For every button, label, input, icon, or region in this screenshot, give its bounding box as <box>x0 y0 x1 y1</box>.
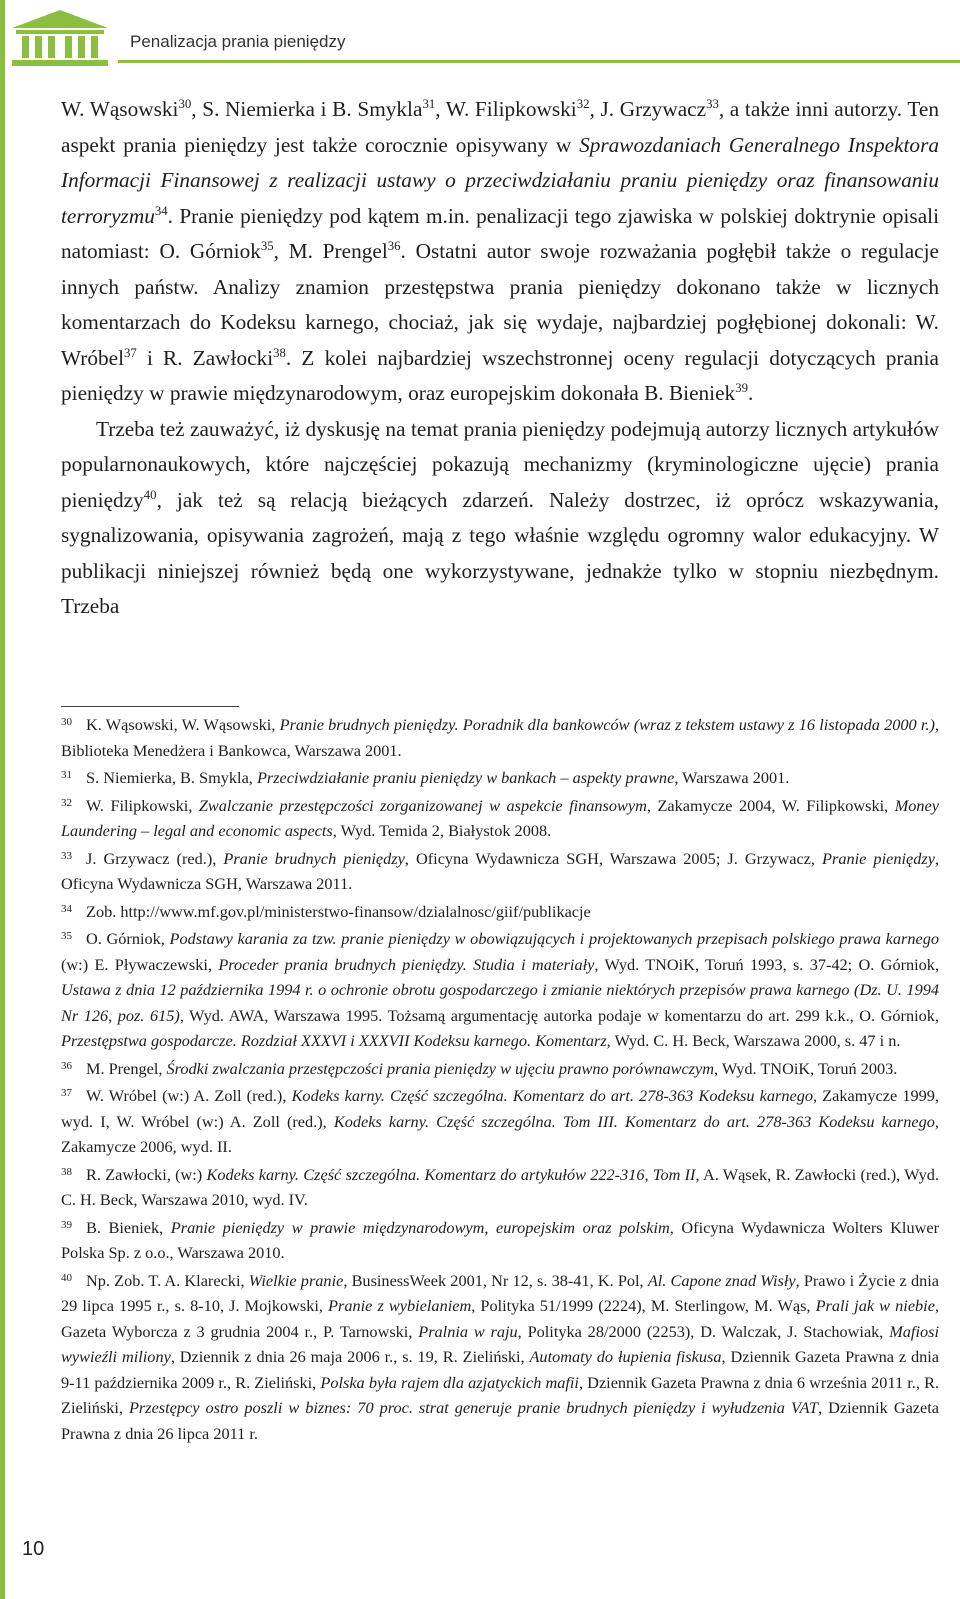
footnote <box>61 1266 939 1447</box>
text-run: i R. Zawłocki <box>136 345 274 370</box>
footnote-number: 32 <box>61 796 72 809</box>
footnote <box>61 763 939 791</box>
text-run: , Wyd. TNOiK, Toruń 1993, s. 37-42; O. Górniok, <box>594 954 940 974</box>
text-run: , a także inni autorzy. Ten aspekt prania pieniędzy jest także corocznie opisywany w <box>61 97 939 157</box>
text-run: , Zakamycze 2006, wyd. II. <box>61 1111 939 1156</box>
footnote <box>61 924 939 1054</box>
footnote-number: 34 <box>61 902 72 915</box>
italic-title: Przestępcy ostro poszli w biznes: 70 proc. strat generuje pranie brudnych pieniędzy i wyłudzenia VAT <box>128 1398 819 1417</box>
italic-title: Pralnia w raju <box>418 1321 518 1341</box>
footnote-number: 36 <box>61 1059 72 1072</box>
text-run: W. Filipkowski, <box>86 795 199 815</box>
footnote-number: 38 <box>61 1165 72 1178</box>
text-run: , Oficyna Wydawnicza SGH, Warszawa 2005; J. Grzywacz, <box>404 848 823 868</box>
italic-title: Al. Capone znad Wisły <box>647 1270 796 1290</box>
header-rule <box>118 60 960 63</box>
italic-title: Środki zwalczania przestępczości prania pieniędzy w ujęciu prawno porównawczym <box>166 1058 714 1078</box>
footnote <box>61 1160 939 1213</box>
footnote <box>61 844 939 897</box>
italic-title: Wielkie pranie <box>248 1270 344 1290</box>
text-run: B. Bieniek, <box>86 1217 171 1237</box>
text-run: O. Górniok, <box>86 929 170 948</box>
italic-title: Money Laundering – legal and economic aspects <box>61 795 939 840</box>
italic-title: Przestępstwa gospodarcze. Rozdział XXXVI i XXXVII Kodeksu karnego. Komentarz <box>61 1031 607 1050</box>
italic-title: Pranie z wybielaniem <box>328 1296 472 1315</box>
italic-title: Proceder prania brudnych pieniędzy. Studia i materiały <box>218 954 595 974</box>
footnote <box>61 897 939 925</box>
italic-title: Pranie brudnych pieniędzy <box>223 848 405 868</box>
text-run: , Biblioteka Menedżera i Bankowca, Warszawa 2001. <box>61 715 939 760</box>
text-run: , Polityka 51/1999 (2224), M. Sterlingow, M. Wąs, <box>471 1296 816 1315</box>
footnote-number: 40 <box>61 1271 72 1284</box>
italic-title: Podstawy karania za tzw. pranie pieniędzy w obowiązujących i projektowanych przepisach polskiego prawa karnego <box>169 929 939 948</box>
text-run: . Ostatni autor swoje rozważania pogłębił także o regulacje innych państw. Analizy znamion przestępstwa prania pieniędzy dokonano także w licznych komentarzach do Kodeksu karnego, chociaż, jak się wydaje, najbardziej pogłębionej dokonali: W. Wróbel <box>61 239 939 370</box>
text-run: Zob. http://www.mf.gov.pl/ministerstwo-finansow/dzialalnosc/giif/publikacje <box>86 901 591 921</box>
italic-title: Kodeks karny. Część szczególna. Komentarz do artykułów 222-316, Tom II <box>206 1164 696 1184</box>
text-run: J. Grzywacz (red.), <box>86 848 224 868</box>
footnotes <box>61 710 939 1446</box>
left-accent-bar <box>0 0 5 1599</box>
text-run: . Z kolei najbardziej wszechstronnej oceny regulacji dotyczących prania pieniędzy w prawie międzynarodowym, oraz europejskim dokonała B. Bieniek <box>61 345 939 405</box>
text-run: , Polityka 28/2000 (2253), D. Walczak, J. Stachowiak, <box>517 1321 890 1341</box>
footnote-reference: 32 <box>576 96 590 111</box>
text-run: . Pranie pieniędzy pod kątem m.in. penalizacji tego zjawiska w polskiej doktrynie opisali natomiast: O. Górniok <box>61 203 939 263</box>
page-header <box>0 0 960 80</box>
main-text <box>61 92 939 625</box>
text-run: (w:) E. Pływaczewski, <box>61 954 219 974</box>
footnote-number: 37 <box>61 1087 72 1099</box>
italic-title: Automaty do łupienia fiskusa <box>529 1347 722 1366</box>
text-run: , Dziennik Gazeta Prawna z dnia 26 lipca 2011 r. <box>61 1398 940 1443</box>
footnote-reference: 31 <box>422 96 436 111</box>
footnote-reference: 38 <box>273 345 286 360</box>
text-run: , S. Niemierka i B. Smykla <box>191 97 423 121</box>
text-run: , M. Prengel <box>273 239 388 263</box>
text-run: , Prawo i Życie z dnia 29 lipca 1995 r., s. 8-10, J. Mojkowski, <box>61 1270 939 1315</box>
italic-title: Pranie pieniędzy w prawie międzynarodowym, europejskim oraz polskim <box>170 1217 670 1237</box>
text-run: , Wyd. TNOiK, Toruń 2003. <box>714 1058 898 1078</box>
italic-title: Kodeks karny. Część szczególna. Komentarz do art. 278-363 Kodeksu karnego <box>291 1086 814 1105</box>
text-run: , Zakamycze 1999, wyd. I, W. Wróbel (w:) A. Zoll (red.), <box>61 1086 940 1131</box>
text-run: M. Prengel, <box>86 1058 167 1078</box>
text-run: , J. Grzywacz <box>589 97 707 121</box>
footnote-reference: 34 <box>154 203 168 218</box>
italic-title: Prali jak w niebie <box>815 1296 935 1315</box>
page-number: 10 <box>22 1538 45 1560</box>
text-run: R. Zawłocki, (w:) <box>86 1164 207 1184</box>
text-run: , A. Wąsek, R. Zawłocki (red.), Wyd. C. H. Beck, Warszawa 2010, wyd. IV. <box>61 1164 939 1209</box>
text-run: , jak też są relacją bieżących zdarzeń. Należy dostrzec, iż oprócz wskazywania, sygnalizowania, opisywania zagrożeń, mają z tego właśnie względu ogromny walor edukacyjny. W publikacji niniejszej również będą one wykorzystywane, jednakże tylko w stopniu niezbędnym. Trzeba <box>61 487 939 618</box>
paragraph <box>61 92 939 412</box>
text-run: Trzeba też zauważyć, iż dyskusję na temat prania pieniędzy podejmują autorzy licznych artykułów popularnonaukowych, które najczęściej pokazują mechanizmy (kryminologiczne ujęcie) prania pieniędzy <box>61 416 939 512</box>
footnote-separator <box>61 706 239 707</box>
footnote-reference: 33 <box>706 96 719 111</box>
running-head: Penalizacja prania pieniędzy <box>130 32 346 51</box>
footnote <box>61 791 939 844</box>
italic-title: Zwalczanie przestępczości zorganizowanej w aspekcie finansowym <box>198 795 647 815</box>
italic-title: Przeciwdziałanie praniu pieniędzy w bankach – aspekty prawne <box>256 768 675 787</box>
text-run: , Oficyna Wydawnicza SGH, Warszawa 2011. <box>61 848 939 893</box>
text-run: , Dziennik Gazeta Prawna z dnia 9-11 października 2009 r., R. Zieliński, <box>61 1347 940 1392</box>
text-run: K. Wąsowski, W. Wąsowski, <box>86 715 280 734</box>
text-run: W. Wróbel (w:) A. Zoll (red.), <box>86 1086 292 1105</box>
text-run: , Warszawa 2001. <box>674 768 790 787</box>
footnote-number: 31 <box>61 769 72 781</box>
text-run: S. Niemierka, B. Smykla, <box>86 768 257 787</box>
institution-building-icon <box>8 8 112 68</box>
text-run: , Gazeta Wyborcza z 3 grudnia 2004 r., P. Tarnowski, <box>61 1296 940 1341</box>
text-run: , Dziennik z dnia 26 maja 2006 r., s. 19, R. Zieliński, <box>170 1347 530 1366</box>
text-run: , BusinessWeek 2001, Nr 12, s. 38-41, K. Pol, <box>343 1270 648 1290</box>
text-run: , Dziennik Gazeta Prawna z dnia 6 września 2011 r., R. Zieliński, <box>61 1372 940 1417</box>
italic-title: Ustawa z dnia 12 października 1994 r. o ochronie obrotu gospodarczego i zmianie niektórych przepisów prawa karnego (Dz. U. 1994 Nr 126, poz. 615) <box>61 980 939 1025</box>
footnote-number: 35 <box>61 930 72 942</box>
footnote-number: 33 <box>61 849 72 862</box>
text-run: W. Wąsowski <box>61 97 179 121</box>
italic-title: Kodeks karny. Część szczególna. Tom III. Komentarz do art. 278-363 Kodeksu karnego <box>333 1111 935 1131</box>
footnote-reference: 36 <box>387 238 401 253</box>
paragraph <box>61 412 939 625</box>
footnote <box>61 1081 939 1160</box>
footnote-reference: 40 <box>143 487 157 502</box>
italic-title: Pranie pieniędzy <box>822 848 935 868</box>
text-run: , Zakamycze 2004, W. Filipkowski, <box>646 795 895 815</box>
footnote-reference: 35 <box>260 238 274 253</box>
text-run: . <box>747 381 754 405</box>
text-run: , W. Filipkowski <box>435 97 577 121</box>
italic-title: Pranie brudnych pieniędzy. Poradnik dla bankowców (wraz z tekstem ustawy z 16 listopada 2000 r.) <box>279 715 935 734</box>
footnote-reference: 39 <box>735 380 748 395</box>
text-run: , Wyd. AWA, Warszawa 1995. Tożsamą argumentację autorka podaje w komentarzu do art. 299 k.k., O. Górniok, <box>179 1005 939 1025</box>
italic-title: Sprawozdaniach Generalnego Inspektora Informacji Finansowej z realizacji ustawy o przeciwdziałaniu praniu pieniędzy oraz finansowaniu terroryzmu <box>61 132 939 228</box>
italic-title: Polska była rajem dla azjatyckich mafii <box>320 1372 579 1392</box>
text-run: , Wyd. C. H. Beck, Warszawa 2000, s. 47 i n. <box>606 1031 901 1050</box>
footnote-reference: 30 <box>178 96 192 111</box>
text-run: , Wyd. Temida 2, Białystok 2008. <box>332 821 552 840</box>
footnote-reference: 37 <box>124 345 137 360</box>
footnote <box>61 710 939 763</box>
italic-title: Mafiosi wywieźli miliony <box>61 1321 939 1366</box>
footnote <box>61 1054 939 1082</box>
text-run: , Oficyna Wydawnicza Wolters Kluwer Polska Sp. z o.o., Warszawa 2010. <box>61 1217 940 1262</box>
footnote-number: 39 <box>61 1218 72 1231</box>
text-run: Np. Zob. T. A. Klarecki, <box>86 1270 249 1290</box>
footnote <box>61 1213 939 1266</box>
footnote-number: 30 <box>61 716 72 728</box>
